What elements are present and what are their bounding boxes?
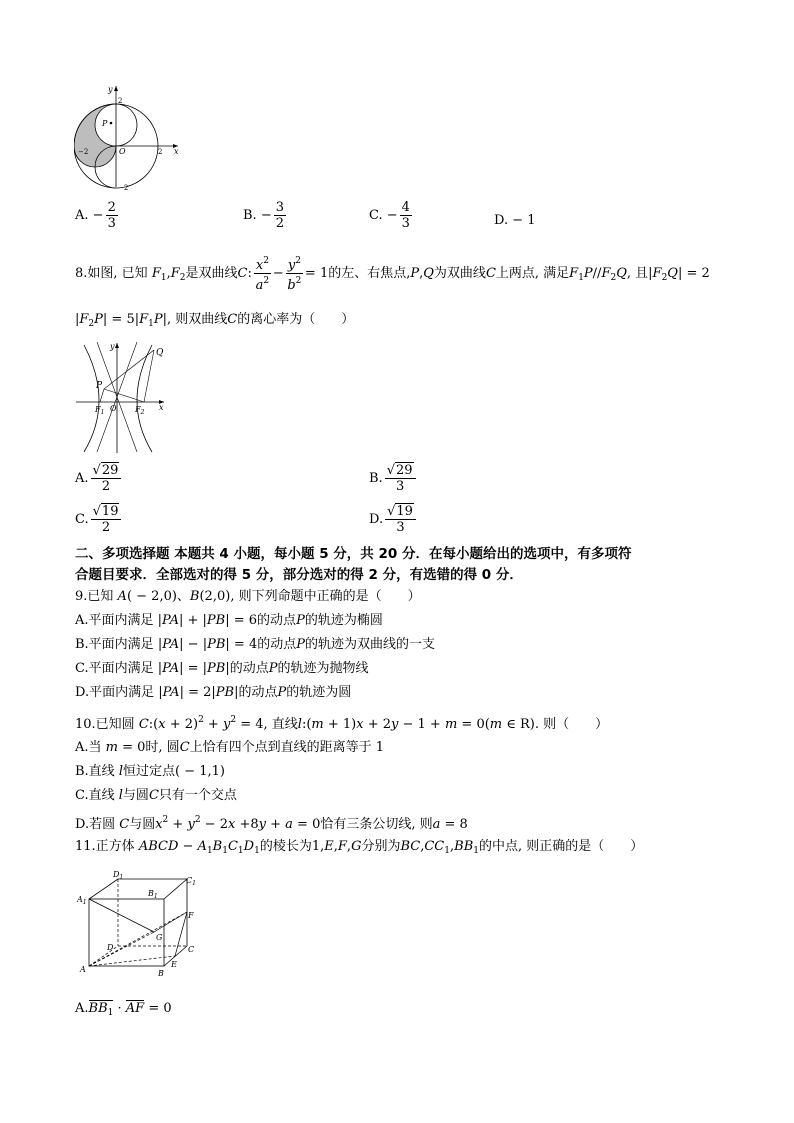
q7-option-b[interactable]: B. − $\frac{3}{2}$ [243,200,285,231]
q7-option-a[interactable]: A. − $\frac{2}{3}$ [75,200,116,231]
svg-text:2: 2 [118,97,123,105]
svg-text:F: F [188,911,194,920]
svg-text:B1: $B_1$ [148,889,158,900]
svg-text:y: y [110,342,115,351]
q11-option-a[interactable]: $A.BB_1$ · AF = 0 [75,1001,172,1018]
q9-option-b[interactable]: B.平面内满足 |PA| − |PB| = 4的动点P的轨迹为双曲线的一支 [75,637,435,652]
svg-text:P: P [96,381,103,391]
q8-option-a[interactable]: A. $\frac{√29}{2}$ [75,463,123,494]
svg-text:F2: $F_2$ [135,405,145,416]
q9-option-c[interactable]: C.平面内满足 |PA| = |PB|的动点P的轨迹为抛物线 [75,661,369,676]
q7-option-d[interactable]: D. − 1 [494,213,536,228]
q8-option-d[interactable]: D. $\frac{√19}{3}$ [369,504,418,535]
q7-point-label: P [102,119,108,128]
q7-option-c[interactable]: C. − $\frac{4}{3}$ [369,200,410,231]
svg-text:−2: −2 [118,184,129,192]
svg-text:F1: $F_1$ [95,405,105,416]
q7-origin-label: O [119,147,126,156]
q8-option-b[interactable]: B. $\frac{√29}{3}$ [369,463,418,494]
q11-stem: 11.正方体 ABCD − $A_1B_1C_1D_1$的棱长为1,E,F,G分别为$BC,CC_1,BB_1$的中点, 则正确的是（ ） [75,839,644,856]
section2-heading-line2: 合题目要求．全部选对的得 5 分，部分选对的得 2 分，有选错的得 0 分． [75,567,523,583]
svg-text:y: y [108,85,113,94]
q10-option-a[interactable]: A.当 m = 0时, 圆C上恰有四个点到直线的距离等于 1 [75,740,385,755]
svg-text:C1: $C_1$ [186,876,196,887]
svg-text:D1: $D_1$ [113,870,124,881]
svg-text:G: G [156,933,163,942]
svg-text:E: E [171,960,177,969]
q10-option-b[interactable]: B.直线 l恒过定点( − 1,1) [75,764,225,779]
q8-stem-line1: 8.如图, 已知 $F_1,F_2$是双曲线C: $\frac{x^2}{a^2}$ − $\frac{y^2}{b^2}$ = 1的左、右焦点,P,Q为双曲线C上两点, 满足$F_1P//F_2Q$, 且$|F_2Q| = 2$ [75,256,710,293]
q7-figure [74,82,184,192]
svg-text:2: 2 [158,148,163,156]
svg-text:x: x [159,403,164,412]
q10-stem: 10.已知圆 C:(x + $2)^2 + y^2 = 4$, 直线l:(m + 1)x + 2y − 1 + m = 0(m ∈ R). 则（ ） [75,715,609,732]
svg-text:A1: $A_1$ [77,895,87,906]
svg-text:A: A [80,965,86,974]
q11-cube-figure [74,868,204,978]
svg-text:−2: −2 [78,148,89,156]
section2-heading-line1: 二、多项选择题 本题共 4 小题，每小题 5 分，共 20 分．在每小题给出的选项中，有多项符 [75,546,632,562]
svg-text:x: x [174,147,179,156]
q9-option-a[interactable]: A.平面内满足 |PA| + |PB| = 6的动点P的轨迹为椭圆 [75,613,383,628]
q8-option-c[interactable]: C. $\frac{√19}{2}$ [75,504,123,535]
q8-figure [74,340,174,455]
svg-text:D: D [107,943,114,952]
svg-text:Q: Q [156,348,164,358]
q10-option-c[interactable]: C.直线 l与圆C只有一个交点 [75,788,237,803]
svg-text:O: O [110,404,117,413]
q8-stem-line2: $|F_2P| = 5|F_1P|$, 则双曲线C的离心率为（ ） [75,312,355,329]
q9-option-d[interactable]: D.平面内满足 |PA| = 2|PB|的动点P的轨迹为圆 [75,685,352,700]
svg-text:C: C [188,945,195,954]
q10-option-d[interactable]: D.若圆 C与圆$x^2 + y^2 - 2x +8y + a = 0$恰有三条公切线, 则a = 8 [75,815,468,832]
svg-text:B: B [158,969,164,978]
q9-stem: 9.已知 A( − 2,0)、B(2,0), 则下列命题中正确的是（ ） [75,589,421,604]
